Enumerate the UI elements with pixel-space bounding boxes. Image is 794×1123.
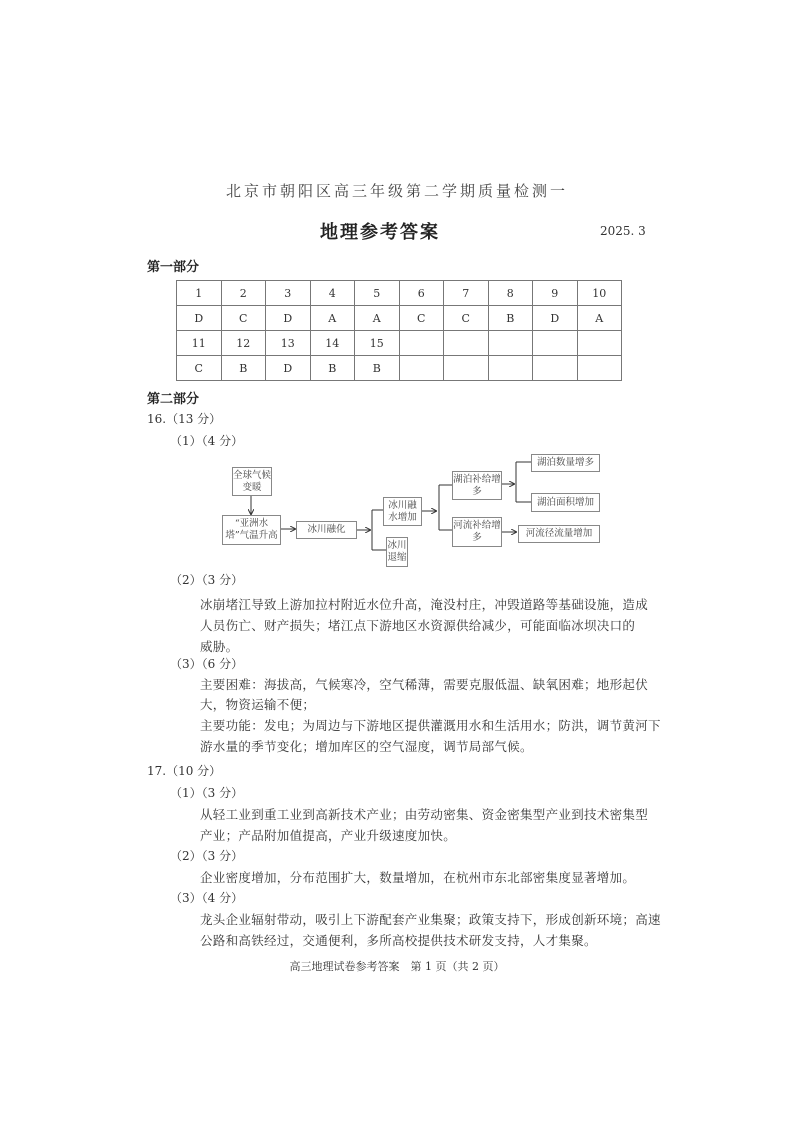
box-lake-area: 湖泊面积增加: [531, 493, 600, 512]
answer-cell: D: [266, 306, 311, 331]
question-number-cell: [488, 331, 533, 356]
q17-3-heading: （3）（4 分）: [170, 891, 244, 905]
answer-line: 威胁。: [200, 639, 239, 654]
question-number-cell: 6: [399, 281, 444, 306]
box-meltwater: 冰川融水增加: [383, 497, 422, 526]
question-number-cell: 15: [355, 331, 400, 356]
answer-cell: D: [177, 306, 222, 331]
answer-line: 主要困难：海拔高，气候寒冷，空气稀薄，需要克服低温、缺氧困难；地形起伏: [200, 677, 649, 692]
part2-heading: 第二部分: [147, 392, 200, 407]
box-lake-supply: 湖泊补给增多: [452, 471, 502, 500]
box-glacier-melt: 冰川融化: [296, 521, 357, 539]
question-number-cell: 4: [310, 281, 355, 306]
answer-cell: C: [177, 356, 222, 381]
answer-row: [177, 356, 622, 381]
answer-line: 产业；产品附加值提高，产业升级速度加快。: [200, 828, 457, 843]
page-title: 地理参考答案: [320, 222, 440, 243]
answer-line: 企业密度增加，分布范围扩大，数量增加，在杭州市东北部密集度显著增加。: [200, 870, 636, 885]
q17-1-heading: （1）（3 分）: [170, 786, 244, 800]
answer-cell: [577, 356, 622, 381]
question-number-cell: 8: [488, 281, 533, 306]
question-number-cell: [399, 331, 444, 356]
answer-cell: B: [355, 356, 400, 381]
box-lake-count: 湖泊数量增多: [531, 454, 600, 472]
q16-3-heading: （3）（6 分）: [170, 657, 244, 671]
answer-cell: A: [310, 306, 355, 331]
question-number-cell: 11: [177, 331, 222, 356]
question-number-cell: 3: [266, 281, 311, 306]
answer-cell: [488, 356, 533, 381]
box-global-warming: 全球气候变暖: [232, 467, 272, 496]
answer-cell: C: [221, 306, 266, 331]
box-river-runoff: 河流径流量增加: [518, 525, 600, 543]
question-number-row: [177, 331, 622, 356]
answer-cell: C: [444, 306, 489, 331]
q16-heading: 16.（13 分）: [147, 412, 222, 426]
answer-cell: D: [533, 306, 578, 331]
answer-cell: C: [399, 306, 444, 331]
question-number-cell: 5: [355, 281, 400, 306]
box-tower-temp: “亚洲水塔”气温升高: [222, 515, 281, 545]
answer-table: [176, 280, 622, 381]
q17-heading: 17.（10 分）: [147, 764, 222, 778]
answer-cell: B: [310, 356, 355, 381]
answer-cell: D: [266, 356, 311, 381]
answer-line: 游水量的季节变化；增加库区的空气湿度，调节局部气候。: [200, 739, 533, 754]
answer-cell: A: [577, 306, 622, 331]
question-number-cell: 10: [577, 281, 622, 306]
answer-cell: B: [221, 356, 266, 381]
question-number-cell: 2: [221, 281, 266, 306]
question-number-cell: 12: [221, 331, 266, 356]
question-number-cell: 13: [266, 331, 311, 356]
part1-heading: 第一部分: [147, 260, 200, 275]
answer-line: 大，物资运输不便；: [200, 697, 316, 712]
answer-cell: [444, 356, 489, 381]
question-number-cell: [533, 331, 578, 356]
answer-cell: [533, 356, 578, 381]
question-number-cell: 1: [177, 281, 222, 306]
question-number-cell: [444, 331, 489, 356]
question-number-row: [177, 281, 622, 306]
answer-cell: [399, 356, 444, 381]
question-number-cell: [577, 331, 622, 356]
box-river-supply: 河流补给增多: [452, 517, 502, 547]
page-footer: 高三地理试卷参考答案 第 1 页（共 2 页）: [289, 960, 505, 973]
q16-2-heading: （2）（3 分）: [170, 573, 244, 587]
answer-line: 主要功能：发电；为周边与下游地区提供灌溉用水和生活用水；防洪，调节黄河下: [200, 718, 661, 733]
answer-line: 从轻工业到重工业到高新技术产业；由劳动密集、资金密集型产业到技术密集型: [200, 807, 649, 822]
answer-line: 冰崩堵江导致上游加拉村附近水位升高，淹没村庄，冲毁道路等基础设施，造成: [200, 597, 649, 612]
answer-row: [177, 306, 622, 331]
q17-2-heading: （2）（3 分）: [170, 849, 244, 863]
question-number-cell: 7: [444, 281, 489, 306]
answer-line: 龙头企业辐射带动，吸引上下游配套产业集聚；政策支持下，形成创新环境；高速: [200, 912, 661, 927]
answer-line: 人员伤亡、财产损失；堵江点下游地区水资源供给减少，可能面临冰坝决口的: [200, 618, 636, 633]
answer-cell: A: [355, 306, 400, 331]
question-number-cell: 14: [310, 331, 355, 356]
answer-line: 公路和高铁经过，交通便利，多所高校提供技术研发支持，人才集聚。: [200, 933, 597, 948]
exam-title: 北京市朝阳区高三年级第二学期质量检测一: [225, 182, 568, 200]
box-retreat: 冰川退缩: [386, 537, 408, 567]
answer-cell: B: [488, 306, 533, 331]
question-number-cell: 9: [533, 281, 578, 306]
exam-date: 2025. 3: [600, 224, 646, 238]
flow-diagram: [220, 450, 620, 570]
q16-1-heading: （1）（4 分）: [170, 434, 244, 448]
